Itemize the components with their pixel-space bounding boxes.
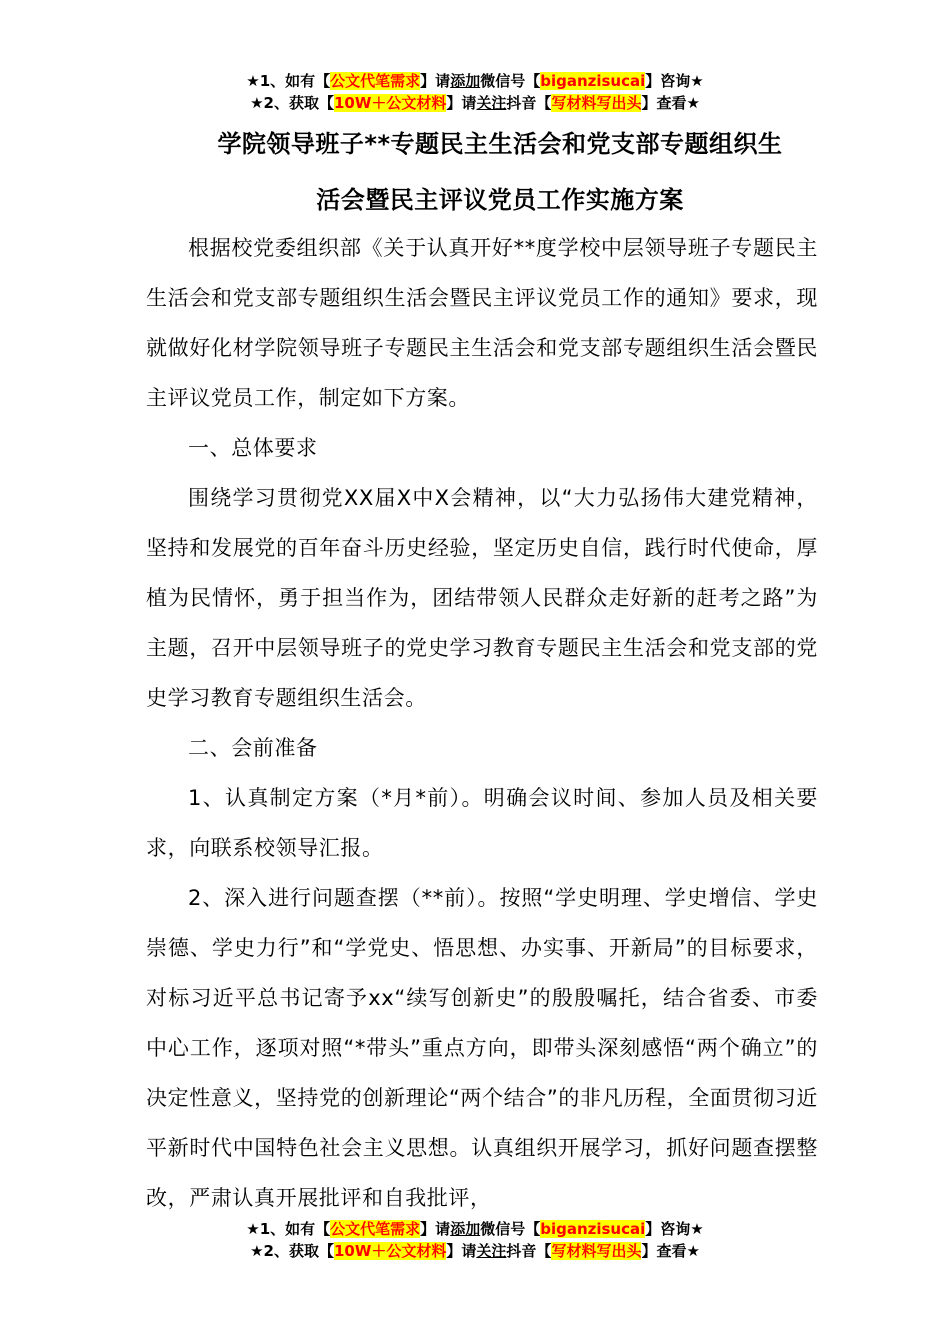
document-title (150, 116, 850, 228)
banner-text: 】查看★ (641, 1242, 700, 1260)
banner-text: 】请 (446, 94, 477, 112)
banner-text: 】请 (420, 72, 451, 90)
paragraph-item-1: 1、认真制定方案（*月*前）。明确会议时间、参加人员及相关要求，向联系校领导汇报。 (146, 786, 818, 860)
banner-highlight-douyin-name: 写材料写出头 (551, 1242, 642, 1260)
top-banner (0, 70, 950, 114)
banner-highlight: 公文代笔需求 (330, 72, 421, 90)
top-banner-line-1 (0, 70, 950, 92)
banner-text: 】请 (446, 1242, 477, 1260)
banner-text: 抖音【 (506, 1242, 552, 1260)
banner-highlight-wechat-id: biganzisucai (540, 72, 646, 90)
banner-text: ★1、如有【 (246, 1220, 331, 1238)
banner-underline: 添加 (450, 1220, 481, 1238)
document-body (146, 223, 818, 1223)
section-heading-preparation: 二、会前准备 (188, 736, 318, 760)
banner-underline: 关注 (476, 94, 507, 112)
banner-text: 】咨询★ (645, 1220, 704, 1238)
banner-text: 抖音【 (506, 94, 552, 112)
paragraph-general-requirements: 围绕学习贯彻党XX届X中X会精神，以“大力弘扬伟大建党精神，坚持和发展党的百年奋斗历史经验，坚定历史自信，践行时代使命，厚植为民情怀，勇于担当作为，团结带领人民群众走好新的赶考之路”为主题，召开中层领导班子的党史学习教育专题民主生活会和党支部的党史学习教育专题组织生活会。 (146, 486, 818, 710)
bottom-banner (0, 1218, 950, 1262)
banner-text: 】请 (420, 1220, 451, 1238)
banner-text: ★2、获取【 (250, 94, 334, 112)
top-banner-line-2 (0, 92, 950, 114)
bottom-banner-line-1 (0, 1218, 950, 1240)
paragraph-intro: 根据校党委组织部《关于认真开好**度学校中层领导班子专题民主生活会和党支部专题组织生活会暨民主评议党员工作的通知》要求，现就做好化材学院领导班子专题民主生活会和党支部专题组织生活会暨民主评议党员工作，制定如下方案。 (146, 236, 818, 410)
banner-text: 】查看★ (641, 94, 700, 112)
banner-text: 】咨询★ (645, 72, 704, 90)
paragraph-item-2: 2、深入进行问题查摆（**前）。按照“学史明理、学史增信、学史崇德、学史力行”和“学党史、悟思想、办实事、开新局”的目标要求，对标习近平总书记寄予xx“续写创新史”的殷殷嘱托，结合省委、市委中心工作，逐项对照“*带头”重点方向，即带头深刻感悟“两个确立”的决定性意义，坚持党的创新理论“两个结合”的非凡历程，全面贯彻习近平新时代中国特色社会主义思想。认真组织开展学习，抓好问题查摆整改，严肃认真开展批评和自我批评， (146, 886, 818, 1210)
banner-text: ★2、获取【 (250, 1242, 334, 1260)
banner-text: ★1、如有【 (246, 72, 331, 90)
banner-underline: 关注 (476, 1242, 507, 1260)
title-line-2: 活会暨民主评议党员工作实施方案 (316, 186, 684, 214)
banner-highlight-wechat-id: biganzisucai (540, 1220, 646, 1238)
bottom-banner-line-2 (0, 1240, 950, 1262)
banner-highlight: 公文代笔需求 (330, 1220, 421, 1238)
banner-highlight: 10W＋公文材料 (333, 1242, 447, 1260)
banner-underline: 添加 (450, 72, 481, 90)
banner-highlight-douyin-name: 写材料写出头 (551, 94, 642, 112)
title-line-1: 学院领导班子**专题民主生活会和党支部专题组织生 (217, 130, 783, 158)
banner-highlight: 10W＋公文材料 (333, 94, 447, 112)
banner-text: 微信号【 (480, 72, 541, 90)
section-heading-general-requirements: 一、总体要求 (188, 436, 318, 460)
banner-text: 微信号【 (480, 1220, 541, 1238)
